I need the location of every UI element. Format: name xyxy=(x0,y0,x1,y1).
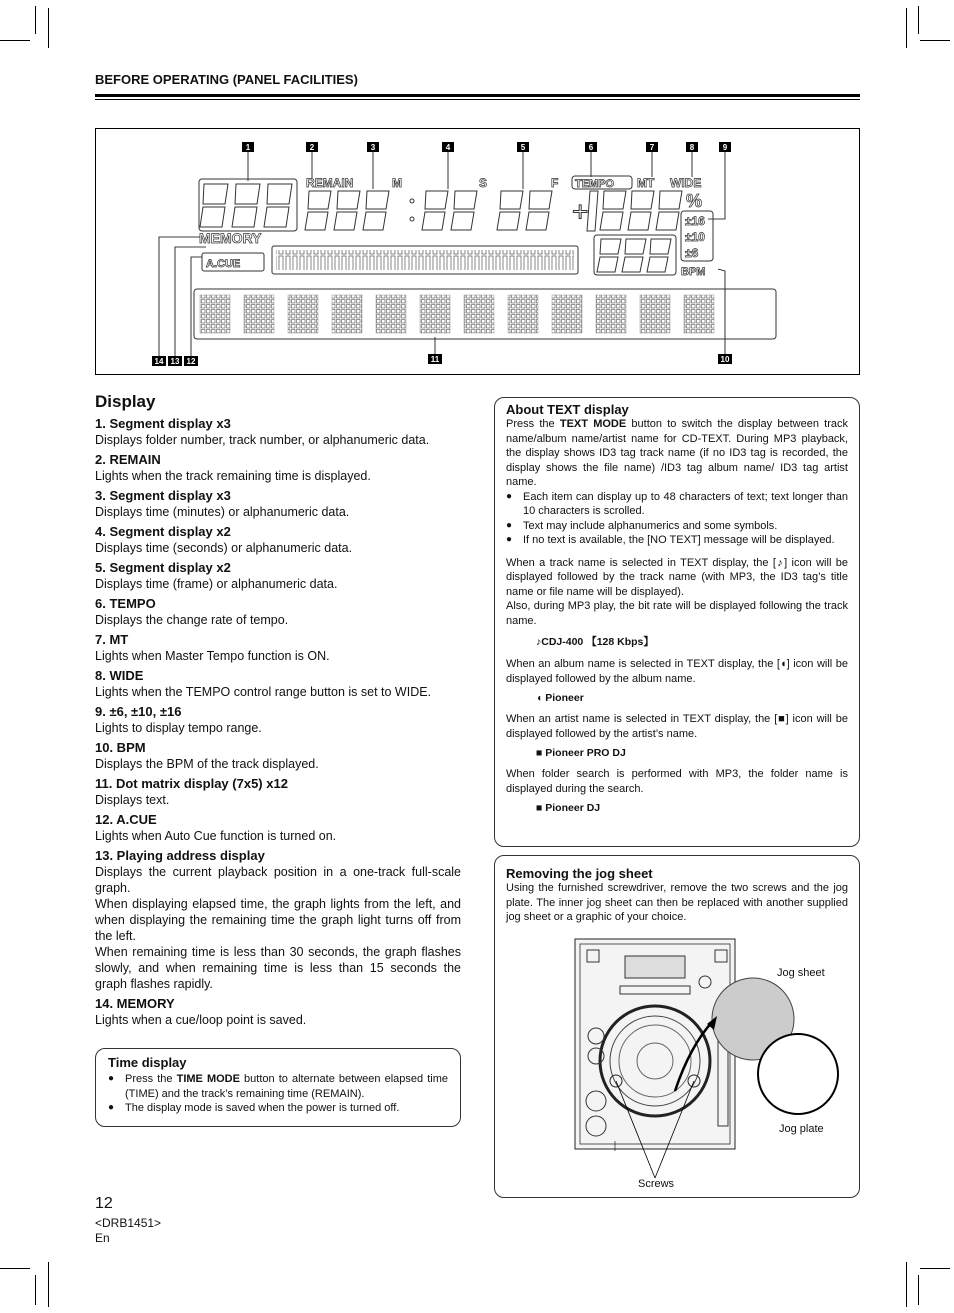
section-title: BEFORE OPERATING (PANEL FACILITIES) xyxy=(95,72,358,87)
bitrate-paragraph: Also, during MP3 play, the bit rate will be displayed following the track name. xyxy=(506,600,848,627)
display-item-desc: Displays time (frame) or alphanumeric data. xyxy=(95,577,338,591)
display-item-desc: Lights to display tempo range. xyxy=(95,721,262,735)
jog-plate-label: Jog plate xyxy=(779,1123,824,1135)
display-item-title: 1. Segment display x3 xyxy=(95,416,231,431)
callout-10 xyxy=(718,354,732,364)
dot-matrix-char xyxy=(508,295,538,333)
svg-text:10: 10 xyxy=(720,355,730,364)
cdj-illustration xyxy=(495,856,859,1197)
wide-label: WIDE xyxy=(670,176,702,190)
callout-4 xyxy=(442,142,454,152)
display-item-desc: When displaying elapsed time, the graph lights from the left, and when displaying the remaining time the graph light turns off from the left. xyxy=(95,897,461,943)
dot-matrix-char xyxy=(640,295,670,333)
page-number: 12 xyxy=(95,1195,113,1212)
display-item-title: 7. MT xyxy=(95,632,129,647)
display-item-desc: Lights when Auto Cue function is turned on. xyxy=(95,829,337,843)
svg-text:9: 9 xyxy=(722,143,728,152)
segment-display-5 xyxy=(497,191,552,230)
crop-mark xyxy=(920,1268,950,1269)
dot-matrix-char xyxy=(684,295,714,333)
tempo-label: TEMPO xyxy=(575,178,615,190)
folder-example: ■ Pioneer DJ xyxy=(536,802,601,814)
screws-label: Screws xyxy=(638,1178,675,1190)
svg-text:13: 13 xyxy=(170,357,180,366)
bpm-label: BPM xyxy=(681,266,706,278)
note-icon: ♪ xyxy=(775,556,785,569)
callout-8 xyxy=(686,142,698,152)
svg-text:11: 11 xyxy=(430,355,440,364)
display-item-title: 12. A.CUE xyxy=(95,812,157,827)
display-item-title: 2. REMAIN xyxy=(95,452,161,467)
display-item-title: 6. TEMPO xyxy=(95,596,156,611)
display-item-title: 13. Playing address display xyxy=(95,848,265,863)
range-10-label: ±10 xyxy=(685,230,705,244)
svg-text:12: 12 xyxy=(186,357,196,366)
note-icon: ♪ xyxy=(536,636,542,648)
minutes-label: M xyxy=(392,176,402,190)
range-16-label: ±16 xyxy=(685,214,705,228)
display-item-desc: Displays text. xyxy=(95,793,170,807)
tempo-display xyxy=(572,191,682,231)
album-name-paragraph: When an album name is selected in TEXT display, the [◖] icon will be displayed followed by the album name. xyxy=(506,658,848,685)
dot-matrix-display xyxy=(200,295,714,333)
about-text-bullet-2: ● Text may include alphanumerics and some symbols. xyxy=(506,519,848,534)
dot-matrix-char xyxy=(552,295,582,333)
svg-text:7: 7 xyxy=(649,143,655,152)
acue-label: A.CUE xyxy=(206,258,241,270)
artist-name-paragraph: When an artist name is selected in TEXT display, the [■] icon will be displayed followed by the artist’s name. xyxy=(506,713,848,740)
svg-text:2: 2 xyxy=(309,143,315,152)
display-item-list xyxy=(95,416,461,1032)
display-item-title: 11. Dot matrix display (7x5) x12 xyxy=(95,776,288,791)
callout-9 xyxy=(719,142,731,152)
bpm-display xyxy=(594,235,676,275)
remain-label: REMAIN xyxy=(306,176,354,190)
display-item-desc: Lights when a cue/loop point is saved. xyxy=(95,1013,307,1027)
about-text-title: About TEXT display xyxy=(506,402,629,417)
display-item-title: 14. MEMORY xyxy=(95,996,175,1011)
playing-address-bars xyxy=(276,250,574,270)
header-rule-thin xyxy=(95,99,860,100)
segment-display-3 xyxy=(305,191,414,230)
about-text-box xyxy=(494,397,860,847)
crop-mark xyxy=(920,40,950,41)
display-item-title: 3. Segment display x3 xyxy=(95,488,231,503)
svg-text:1: 1 xyxy=(245,143,251,152)
display-item-title: 4. Segment display x2 xyxy=(95,524,231,539)
display-item-desc: Lights when the TEMPO control range button is set to WIDE. xyxy=(95,685,432,699)
svg-text:14: 14 xyxy=(154,357,164,366)
jog-sheet-title: Removing the jog sheet xyxy=(506,866,653,881)
display-item-desc: Displays the change rate of tempo. xyxy=(95,613,289,627)
disc-icon: ◖ xyxy=(536,692,543,704)
svg-text:4: 4 xyxy=(445,143,451,152)
about-text-intro: Press the TEXT MODE button to switch the display between track name/album name/artist name for CD-TEXT. During MP3 playback, the display shows ID3 tag track name (if no ID3 tag is recorded, the display shows the file name) /ID3 tag album name/ ID3 tag artist name. xyxy=(506,418,849,488)
callout-1 xyxy=(242,142,254,152)
dot-matrix-char xyxy=(420,295,450,333)
track-example: ♪CDJ-400 【128 Kbps】 xyxy=(536,636,654,648)
artist-example: ■ Pioneer PRO DJ xyxy=(536,747,626,759)
display-item-desc: Displays the current playback position in a one-track full-scale graph. xyxy=(95,865,461,895)
dot-matrix-char xyxy=(244,295,274,333)
segment-display-4 xyxy=(422,191,477,230)
callout-13 xyxy=(168,356,182,366)
display-item-desc: Lights when the track remaining time is displayed. xyxy=(95,469,371,483)
svg-text:3: 3 xyxy=(370,143,376,152)
jog-sheet-description: Using the furnished screwdriver, remove the two screws and the jog plate. The inner jog sheet can then be replaced with another supplied jog sheet or a graphic of your choice. xyxy=(506,882,848,923)
svg-text:8: 8 xyxy=(689,143,695,152)
crop-mark xyxy=(906,1262,907,1307)
folder-icon: ■ xyxy=(536,802,543,814)
percent-label: % xyxy=(686,191,703,211)
crop-mark xyxy=(906,8,907,48)
time-display-box xyxy=(95,1048,461,1127)
dot-matrix-char xyxy=(596,295,626,333)
callout-3 xyxy=(367,142,379,152)
mt-label: MT xyxy=(637,176,655,190)
callout-6 xyxy=(585,142,597,152)
callout-14 xyxy=(152,356,166,366)
crop-mark xyxy=(35,6,36,34)
disc-icon: ◖ xyxy=(779,658,787,670)
album-example: ◖ Pioneer xyxy=(536,692,584,704)
crop-mark xyxy=(0,40,30,41)
about-text-bullet-1: ● Each item can display up to 48 characters of text; text longer than 10 characters is scrolled. xyxy=(506,490,848,519)
callout-11 xyxy=(428,354,442,364)
crop-mark xyxy=(918,1275,919,1305)
jog-sheet-label: Jog sheet xyxy=(777,967,825,979)
display-item-desc: Displays time (seconds) or alphanumeric data. xyxy=(95,541,353,555)
crop-mark xyxy=(48,1262,49,1307)
dot-matrix-char xyxy=(288,295,318,333)
time-display-title: Time display xyxy=(108,1055,187,1070)
display-item-title: 8. WIDE xyxy=(95,668,144,683)
display-item-desc: Displays folder number, track number, or alphanumeric data. xyxy=(95,433,430,447)
dot-matrix-char xyxy=(376,295,406,333)
lcd-diagram xyxy=(95,128,860,375)
range-6-label: ±6 xyxy=(685,246,699,260)
display-item-title: 10. BPM xyxy=(95,740,146,755)
callout-2 xyxy=(306,142,318,152)
callout-12 xyxy=(184,356,198,366)
person-icon: ■ xyxy=(536,747,543,759)
display-item-desc: Lights when Master Tempo function is ON. xyxy=(95,649,330,663)
document-code: <DRB1451> En xyxy=(95,1216,162,1245)
display-item-desc: Displays the BPM of the track displayed. xyxy=(95,757,319,771)
crop-mark xyxy=(0,1268,30,1269)
display-item-title: 5. Segment display x2 xyxy=(95,560,231,575)
dot-matrix-char xyxy=(464,295,494,333)
dot-matrix-char xyxy=(332,295,362,333)
folder-paragraph: When folder search is performed with MP3, the folder name is displayed during the search. xyxy=(506,768,848,795)
callout-5 xyxy=(517,142,529,152)
svg-text:5: 5 xyxy=(520,143,526,152)
crop-mark xyxy=(918,6,919,34)
track-name-paragraph: When a track name is selected in TEXT display, the [♪] icon will be displayed followed by the track name (with MP3, the ID3 tag’s title name or file name will be displayed). xyxy=(506,556,848,598)
about-text-bullet-3: ● If no text is available, the [NO TEXT] message will be displayed. xyxy=(506,533,848,548)
segment-display-1 xyxy=(199,179,297,231)
frame-label: F xyxy=(551,176,559,190)
seconds-label: S xyxy=(479,176,488,190)
time-display-bullet-1: ● Press the TIME MODE button to alternate between elapsed time (TIME) and the track’s remaining time (REMAIN). xyxy=(108,1072,448,1101)
time-display-bullet-2: ● The display mode is saved when the power is turned off. xyxy=(108,1101,448,1116)
person-icon: ■ xyxy=(777,713,786,725)
memory-label: MEMORY xyxy=(199,230,262,246)
dot-matrix-char xyxy=(200,295,230,333)
display-item-title: 9. ±6, ±10, ±16 xyxy=(95,704,182,719)
callout-7 xyxy=(646,142,658,152)
svg-text:+: + xyxy=(572,196,589,227)
header-rule xyxy=(95,94,860,97)
display-item-desc: Displays time (minutes) or alphanumeric data. xyxy=(95,505,350,519)
svg-text:6: 6 xyxy=(588,143,594,152)
crop-mark xyxy=(48,8,49,48)
display-item-desc: When remaining time is less than 30 seconds, the graph flashes slowly, and when remaining time is less than 15 seconds the graph flashes rapidly. xyxy=(95,945,461,991)
crop-mark xyxy=(35,1275,36,1305)
jog-sheet-box xyxy=(494,855,860,1198)
display-heading: Display xyxy=(95,392,156,411)
